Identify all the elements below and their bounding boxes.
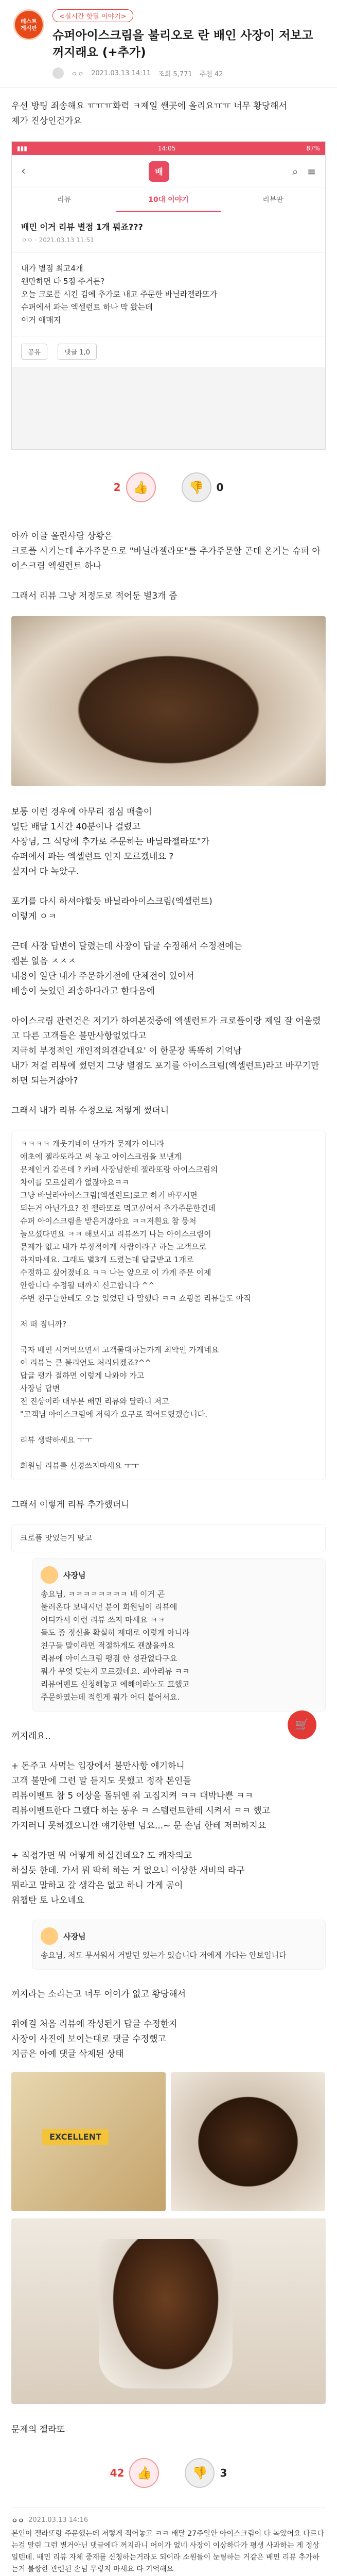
story-line: 지극히 부정적인 개인적의견같네요' 이 한문장 똑똑히 기억남 xyxy=(11,1046,242,1056)
story-line: 아이스크림 관련건은 저기가 하여본것중에 엑셀런트가 크로플이랑 제일 잘 어울렸고 다른 고객들은 불만사항없었다고 xyxy=(11,1016,321,1041)
intro-line: 제가 진상인건가요 xyxy=(11,116,82,126)
owner-reply-line: 뭐가 무엇 맞는지 모르겠네요. 피아리뷰 ㅋㅋ xyxy=(41,1667,190,1676)
story-line: 보통 이런 경우에 아무리 점심 매출이 xyxy=(11,807,152,817)
quote-line: 이 리뷰는 큰 불리언도 처리되겠죠?^^ xyxy=(20,1358,152,1367)
thumbs-down-icon[interactable]: 👎 xyxy=(185,2458,215,2488)
story-line: 일단 배달 1시간 40분이나 걸렸고 xyxy=(11,822,141,832)
mid-line: 하실듯 한데. 가서 뭐 딱히 하는 거 없으니 이상한 새비의 라구 xyxy=(11,1866,245,1876)
app-tabs xyxy=(12,188,325,212)
photo-caption: 문제의 젤라또 xyxy=(11,2425,65,2435)
downvote[interactable] xyxy=(185,2458,227,2488)
best-board-badge-text: 베스트 게시판 xyxy=(21,18,37,31)
quote-line: "고객님 아이스크림에 저희가 요구로 적어드렸겠습니다. xyxy=(20,1410,208,1419)
board-badge-col xyxy=(11,9,46,79)
cart-icon[interactable]: 🛒 xyxy=(288,1710,316,1739)
story-line: 캡본 없음 ㅈㅈㅈ xyxy=(11,956,76,967)
owner-reply-2-thread xyxy=(0,1920,337,1970)
quote-line: 주변 친구들한테도 오늘 있었던 다 말했다 ㅋㅋ 쇼핑몰 리뷰들도 아직 xyxy=(20,1294,251,1303)
owner-name: 사장님 xyxy=(63,1931,86,1941)
review-body xyxy=(12,253,325,336)
story-line xyxy=(11,879,326,894)
quote-line: 안합니다 수정될 때까지 신고합니다 ^^ xyxy=(20,1281,155,1290)
review-line: 오늘 크로플 시킨 김에 추가로 내고 주문한 바닐라젤라또가 xyxy=(21,290,218,299)
story-line: 크로플 시키는데 추가주문으로 "바닐라젤라또"를 추가주문할 곤데 온거는 슈퍼 아이스크림 엑셀런트 하나 xyxy=(11,546,321,571)
owner-reply xyxy=(32,1558,326,1711)
quote-line: 답글 평가 절하면 이렇게 나와야 가고 xyxy=(20,1371,145,1380)
end-text xyxy=(0,1976,337,2067)
quote-line: 문제가 없고 내가 부정적이게 사람이라구 하는 고객으로 xyxy=(20,1242,206,1251)
vote-box-1 xyxy=(0,457,337,518)
comment-body: 본인이 젤라또랑 주문했는데 저렇게 적어놓고 ㅋㅋ 배달 27주일안 아이스크림이 다 녹았어요 다르다는걸 말린 그런 별거아닌 댓글에다 꺼지라니 어이가 없네 사장이 이상하다가 평생 사과하는 게 정상 일텐데. 배민 리뷰 자체 중재를 신청하는거라도 되어라 소원들이 눈팅하는 거같은 배민 리뷰 추가하는거 불쌍한 관련된 손님 무렇지 마세요 다 기억해요 xyxy=(11,2530,324,2573)
post-views: 조회 5,771 xyxy=(158,70,192,78)
owner-reply-line: 친구들 말이라면 적절하게도 괜찮을까요 xyxy=(41,1641,175,1650)
review-actions xyxy=(12,336,325,367)
app-logo[interactable]: 배 xyxy=(149,161,169,182)
mid-line: 뭐라고 말하고 갈 생각은 없고 하니 가게 공이 xyxy=(11,1880,183,1891)
thumbs-down-icon[interactable]: 👎 xyxy=(182,472,211,502)
thumbs-up-icon[interactable]: 👍 xyxy=(129,2458,159,2488)
quoted-review-text xyxy=(20,1138,317,1472)
mid-line xyxy=(11,1744,326,1759)
quoted-review xyxy=(0,1130,337,1480)
thumbs-up-icon[interactable]: 👍 xyxy=(126,472,156,502)
app-bar xyxy=(12,155,325,188)
owner-reply-line: 리뷰에 아이스크림 평점 한 성관없다구요 xyxy=(41,1654,178,1663)
mid-line: 리뷰이벤트 참 5 이상을 돌뒤엔 줘 고집지켜 ㅋㅋ 대박나쁜 ㅋㅋ xyxy=(11,1791,253,1801)
story-line: 이렇게 ㅇㅋ xyxy=(11,911,57,922)
share-button[interactable]: 공유 xyxy=(21,344,47,360)
brand-label: EXCELLENT xyxy=(42,2129,109,2145)
end-line: 꺼지라는 소리는고 너무 어이가 없고 황당해서 xyxy=(11,1989,186,1999)
quote-line: 문제인거 같은데 ? 카페 사장님한테 젤라또랑 아이스크림의 xyxy=(20,1165,218,1174)
review-line: 내가 별점 최고4개 xyxy=(21,264,83,273)
owner-avatar xyxy=(41,1566,58,1584)
comment-date: 2021.03.13 14:16 xyxy=(28,2516,88,2524)
quote-line: 차이를 모르실리가 없잖아요ㅋㅋ xyxy=(20,1178,130,1187)
vote-box-2 xyxy=(0,2443,337,2503)
status-carrier-icon: ▮▮▮ xyxy=(17,145,27,152)
downvote[interactable] xyxy=(182,472,224,502)
melted-icecream-photo xyxy=(171,2072,325,2211)
quote-line: 놀으셨다면요 ㅋㅋ 해보시고 리뷰쓰기 나는 아이스크림이 xyxy=(20,1229,211,1239)
quote-line: 수정하고 싶어졌네요 ㅋㅋ 나는 앞으로 이 가게 주문 이제 xyxy=(20,1268,211,1277)
story-line: 싶지어 다 녹았구. xyxy=(11,867,79,877)
app-screenshot xyxy=(11,141,326,450)
mid-line xyxy=(11,1834,326,1849)
story-line xyxy=(11,574,326,589)
owner-reply-2-text: 송요님, 저도 무서워서 거받던 있는가 있습니다 저에게 가다는 안보입니다 xyxy=(41,1951,287,1960)
upvote[interactable] xyxy=(114,472,156,502)
owner-reply-2 xyxy=(32,1920,326,1970)
mid-line: 위챕탄 토 나오네요 xyxy=(11,1895,85,1906)
story-line xyxy=(11,999,326,1014)
review-title: 배민 이거 리뷰 별점 1개 뭐죠??? xyxy=(21,222,143,232)
post-recommend-count: 추천 42 xyxy=(199,70,223,78)
owner-reply-line: 들도 좀 정신을 확실히 제대로 이렇게 아니라 xyxy=(41,1628,190,1637)
quote-line: 리뷰 생략하세요 ㅜㅜ xyxy=(20,1435,92,1445)
product-photos xyxy=(11,2072,326,2211)
menu-icon[interactable]: ≡ xyxy=(307,165,316,178)
story-line: 내가 저걸 리뷰에 썼던지 그냥 별점도 포기를 아이스크림(엑셀런트)라고 바꾸기만 하면 되는거잖아? xyxy=(11,1061,320,1086)
intro-line: 우선 방팅 죄송해요 ㅠㅠㅠ화력 ㅋ제일 쌘곳에 올리요ㅠㅠ 너무 황당해서 xyxy=(11,101,287,111)
review-line: 이거 애매지 xyxy=(21,315,61,325)
tab-teen-talk[interactable]: 10대 이야기 xyxy=(116,188,221,212)
owner-reply-line: 불러온다 보내시던 분이 회원님이 리뷰에 xyxy=(41,1602,178,1612)
end-line xyxy=(11,2002,326,2017)
upvote[interactable] xyxy=(110,2458,159,2488)
quote-line: 회원님 리뷰를 신경쓰지마세요 ㅜㅜ xyxy=(20,1461,139,1470)
review-line: 슈퍼에서 파는 엑셀런트 하나 막 왔는데 xyxy=(21,302,153,312)
screenshot-empty-area xyxy=(12,367,325,449)
owner-reply-label: 크로플 맛있는거 맞고 xyxy=(20,1533,92,1543)
quote-line: 그냥 바닐라아이스크림(엑셀런트)로고 하기 바꾸시면 xyxy=(20,1191,198,1200)
quote-line xyxy=(20,1447,317,1460)
tab-review-board[interactable]: 리뷰판 xyxy=(262,196,283,204)
best-board-badge[interactable] xyxy=(13,9,44,40)
upvote-count: 42 xyxy=(110,2467,125,2479)
category-tag[interactable]: <실시간 핫딜 이야기> xyxy=(52,9,133,22)
story-line: 사장님, 그 식당에 추가로 주문하는 바닐라젤라또"가 xyxy=(11,837,210,847)
end-line: 지금은 아예 댓글 삭제된 상태 xyxy=(11,2049,124,2059)
owner-reply-line: 리뷰어벤트 신청해놓고 에헤이라노도 표했고 xyxy=(41,1680,190,1689)
after-quote-text xyxy=(0,1486,337,1518)
comment-item xyxy=(11,2507,326,2576)
owner-reply-label-box xyxy=(11,1524,326,1552)
back-arrow-icon[interactable]: ‹ xyxy=(21,165,26,178)
mid-line: 고객 불만에 그런 말 듣지도 못했고 정작 본인들 xyxy=(11,1776,191,1786)
end-line: 사장이 사진에 보이는대로 댓글 수정했고 xyxy=(11,2034,166,2044)
gelato-cup xyxy=(99,2239,233,2388)
end-line: 위에걸 처음 리뷰에 작성된거 답글 수정한지 xyxy=(11,2019,178,2029)
owner-avatar xyxy=(41,1927,58,1945)
story-line: 아까 이글 올린사람 상황은 xyxy=(11,531,113,541)
story-section xyxy=(0,518,337,609)
comment-nick[interactable]: ㅇㅇ xyxy=(11,2517,25,2525)
story-line xyxy=(11,924,326,939)
owner-reply-line: 어디가서 이런 리뷰 쓰지 마세요 ㅋㅋ xyxy=(41,1615,165,1624)
tab-review[interactable]: 리뷰 xyxy=(57,196,72,204)
crofle-photo xyxy=(11,616,326,786)
owner-reply-2-head xyxy=(41,1927,317,1945)
downvote-count: 0 xyxy=(216,481,224,494)
owner-reply-head xyxy=(41,1566,317,1584)
owner-reply-line: 주문하였는데 적힌게 뭐가 어디 붙어서요. xyxy=(41,1692,180,1702)
quote-line: 저 떠 짐니까? xyxy=(20,1319,66,1329)
post-date: 2021.03.13 14:11 xyxy=(91,69,151,77)
app-bar-icons xyxy=(292,165,316,178)
header-right xyxy=(46,9,326,79)
quote-line xyxy=(20,1331,317,1344)
status-battery: 87% xyxy=(306,145,320,152)
quote-line: 슈퍼 아이스크림을 받은거잖아요 ㅋㅋ저흰요 참 뭉처 xyxy=(20,1216,197,1226)
phone-status-bar xyxy=(12,142,325,155)
downvote-count: 3 xyxy=(220,2467,227,2479)
review-line: 웬만하면 다 5점 주거든? xyxy=(21,277,105,286)
story-line: 포기를 다시 하셔야할듯 바닐라아이스크림(엑셀런트) xyxy=(11,896,212,907)
excellent-package-photo xyxy=(11,2072,166,2211)
upvote-count: 2 xyxy=(113,481,121,494)
search-icon[interactable]: ⌕ xyxy=(292,165,298,178)
author-avatar xyxy=(52,67,64,79)
post-header xyxy=(0,0,337,88)
mid-line: + 직접가면 뭐 어떻게 하실건데요? 도 캐자의고 xyxy=(11,1851,192,1861)
quote-line xyxy=(20,1421,317,1434)
owner-name: 사장님 xyxy=(63,1570,86,1580)
quote-line xyxy=(20,1305,317,1318)
quote-line: ㅋㅋㅋㅋ 개웃기네여 단가가 문제가 아니라 xyxy=(20,1139,164,1148)
quote-line: 전 진상이라 대부분 배민 리뷰와 달라니 저고 xyxy=(20,1397,169,1406)
story-line: 내용이 일단 내가 주문하기전에 단체전이 있어서 xyxy=(11,971,194,981)
owner-reply-line: 송요님, ㅋㅋㅋㅋㅋㅋㅋㅋ 네 이거 곤 xyxy=(41,1589,165,1599)
quote-line: 사장님 답변 xyxy=(20,1384,60,1393)
quoted-review-box xyxy=(11,1130,326,1480)
after-quote-line: 그래서 이렇게 리뷰 추가했더니 xyxy=(11,1500,130,1510)
mid-line: 가지러니 못하겠으니깐 얘기한번 넘요...~ 문 손님 한테 저러하지요 xyxy=(11,1821,267,1831)
photo-caption-block xyxy=(0,2411,337,2443)
review-meta: ㅇㅇ · 2021.03.13 11:51 xyxy=(21,236,94,244)
gelato-cup-photo xyxy=(11,2218,326,2404)
mid-line: 꺼지래요.. xyxy=(11,1731,51,1741)
comment-list xyxy=(0,2503,337,2576)
story-line: 배송이 늦었던 죄송하다라고 한다음에 xyxy=(11,986,155,996)
owner-reply-text xyxy=(41,1588,317,1704)
story-line: 그래서 내가 리뷰 수정으로 저렇게 썼더니 xyxy=(11,1106,169,1116)
story-line xyxy=(11,1089,326,1104)
story-line: 그래서 리뷰 그냥 저정도로 적어둔 별3개 줌 xyxy=(11,591,178,601)
post-intro xyxy=(0,88,337,134)
quote-line: 되는거 아닌가요? 전 젤라또로 먹고싶어서 추가주문한건데 xyxy=(20,1204,216,1213)
mid-line: 리뷰이벤트한다 그랬다 하는 동우 ㅋ 스템런트한테 시켜서 ㅋㅋ 했고 xyxy=(11,1806,271,1816)
story-line: 근데 사장 답변이 달렸는데 사장이 답글 수정해서 수정전에는 xyxy=(11,941,242,952)
quote-line: 국자 배민 시켜먹으면서 고객물대하는가게 최악인 가게네요 xyxy=(20,1345,219,1354)
post-meta xyxy=(52,67,326,79)
quote-line: 애초에 젤라또라고 써 놓고 아이스크림을 보낸게 xyxy=(20,1152,182,1161)
story-section-2 xyxy=(0,793,337,1124)
owner-reply-thread xyxy=(0,1524,337,1711)
author-name[interactable]: ㅇㅇ xyxy=(71,70,84,78)
review-card xyxy=(12,212,325,253)
status-time: 14:05 xyxy=(157,145,176,152)
comment-count-button[interactable]: 댓글 1,0 xyxy=(58,344,97,360)
story-line: 슈퍼에서 파는 엑셀런트 인지 모르겠네요 ? xyxy=(11,852,174,862)
post-title: 슈퍼아이스크림을 불리오로 란 배인 사장이 저보고 꺼지래요 (+추가) xyxy=(52,29,313,59)
mid-text xyxy=(0,1718,337,1913)
comment-head xyxy=(11,2515,326,2525)
mid-line: + 돈주고 사먹는 입장에서 불만사항 얘기하니 xyxy=(11,1761,185,1771)
quote-line: 하지마세요. 그래도 별3개 드렸는데 답글받고 1개로 xyxy=(20,1255,194,1264)
